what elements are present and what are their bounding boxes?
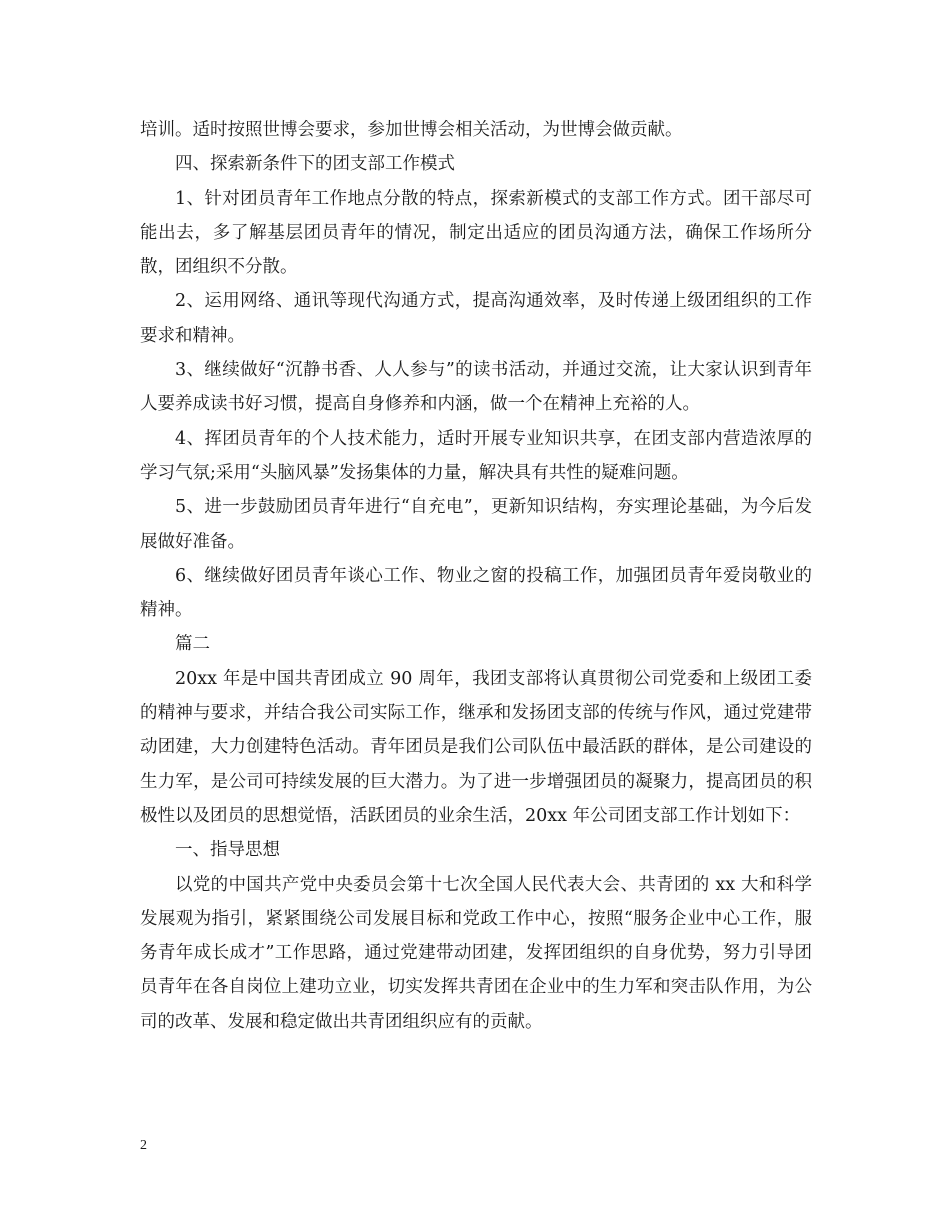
section-heading: 四、探索新条件下的团支部工作模式 (175, 154, 455, 175)
paragraph: 2、运用网络、通讯等现代沟通方式，提高沟通效率，及时传递上级团组织的工作要求和精神。 (140, 291, 812, 346)
document-body (140, 113, 812, 1039)
section-heading: 一、指导思想 (175, 840, 280, 861)
paragraph: 培训。适时按照世博会要求，参加世博会相关活动，为世博会做贡献。 (140, 120, 683, 140)
paragraph: 6、继续做好团员青年谈心工作、物业之窗的投稿工作，加强团员青年爱岗敬业的精神。 (140, 565, 812, 621)
paragraph: 5、进一步鼓励团员青年进行“自充电”，更新知识结构，夯实理论基础，为今后发展做好准备。 (140, 497, 812, 552)
paragraph: 20xx 年是中国共青团成立 90 周年，我团支部将认真贯彻公司党委和上级团工委的精神与要求，并结合我公司实际工作，继承和发扬团支部的传统与作风，通过党建带动团建，大力创建特色活动。青年团员是我们公司队伍中最活跃的群体，是公司建设的生力军，是公司可持续发展的巨大潜力。为了进一步增强团员的凝聚力，提高团员的积极性以及团员的思想觉悟，活跃团员的业余生活，20xx 年公司团支部工作计划如下： (140, 668, 812, 826)
paragraph: 1、针对团员青年工作地点分散的特点，探索新模式的支部工作方式。团干部尽可能出去，多了解基层团员青年的情况，制定出适应的团员沟通方法，确保工作场所分散，团组织不分散。 (140, 188, 812, 278)
paragraph: 4、挥团员青年的个人技术能力，适时开展专业知识共享，在团支部内营造浓厚的学习气氛;采用“头脑风暴”发扬集体的力量，解决具有共性的疑难问题。 (140, 428, 812, 483)
paragraph: 以党的中国共产党中央委员会第十七次全国人民代表大会、共青团的 xx 大和科学发展观为指引，紧紧围绕公司发展目标和党政工作中心，按照“服务企业中心工作，服务青年成长成才”工作思路，通过党建带动团建，发挥团组织的自身优势，努力引导团员青年在各自岗位上建功立业，切实发挥共青团在企业中的生力军和突击队作用，为公司的改革、发展和稳定做出共青团组织应有的贡献。 (140, 874, 812, 1032)
section-heading: 篇二 (175, 634, 210, 655)
paragraph: 3、继续做好“沉静书香、人人参与”的读书活动，并通过交流，让大家认识到青年人要养成读书好习惯，提高自身修养和内涵，做一个在精神上充裕的人。 (140, 360, 812, 415)
page-number: 2 (140, 1138, 147, 1153)
